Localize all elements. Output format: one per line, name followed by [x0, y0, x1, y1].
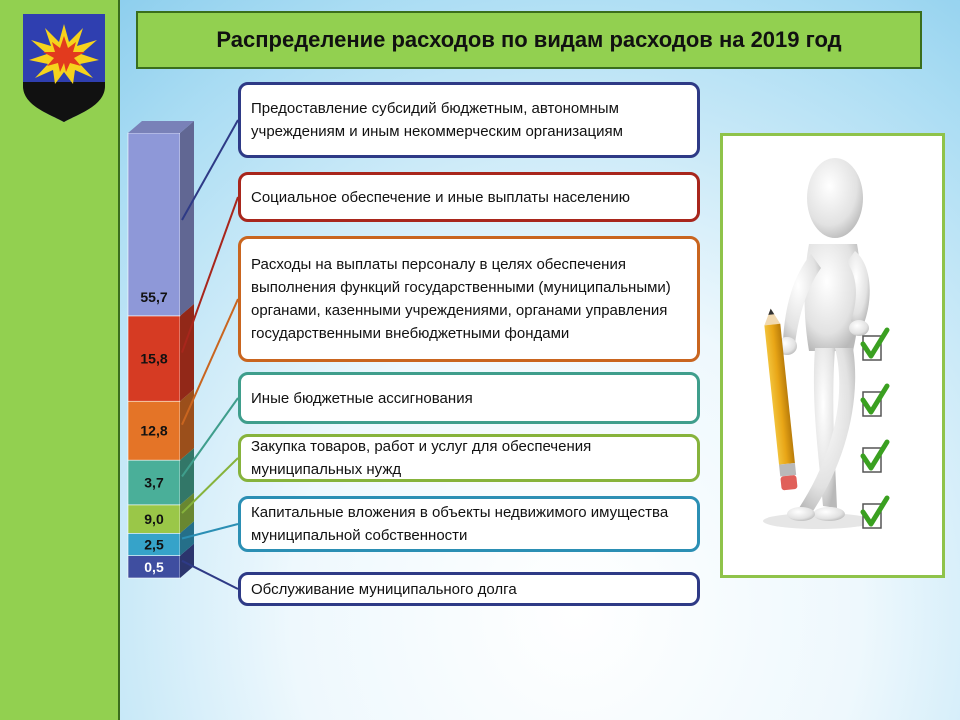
callout-box: [238, 572, 700, 606]
checkbox-icons: [863, 336, 881, 528]
callout-box: [238, 496, 700, 552]
callout-text: Обслуживание муниципального долга: [251, 580, 517, 598]
callout-box: [238, 82, 700, 158]
illustration-frame: [720, 133, 945, 578]
page-title: Распределение расходов по видам расходов на 2019 год: [216, 27, 842, 52]
bar-value-label: 9,0: [144, 511, 164, 528]
bar-value-label: 3,7: [144, 474, 164, 491]
callout-text: Социальное обеспечение и иные выплаты населению: [251, 188, 631, 206]
figure-with-pencil-icon: [723, 136, 942, 575]
callout-box: [238, 434, 700, 482]
callout-text: Капитальные вложения в объекты недвижимого имущества муниципальной собственности: [251, 504, 669, 544]
bar-value-label: 2,5: [144, 536, 164, 553]
callout-text: Предоставление субсидий бюджетным, автономным учреждениям и иным некоммерческим организациям: [251, 100, 623, 140]
callout-box: [238, 236, 700, 362]
callout-text: Закупка товаров, работ и услуг для обеспечения муниципальных нужд: [251, 438, 592, 478]
callout-box: [238, 172, 700, 222]
bar-value-label: 15,8: [140, 350, 168, 367]
callout-text: Иные бюджетные ассигнования: [251, 389, 473, 407]
callout-text: Расходы на выплаты персоналу в целях обеспечения выполнения функций государственными (муниципальными) органами, казенными учреждениями, органами управления государственными внебюджетными фондами: [251, 256, 671, 342]
bar-value-label: 55,7: [140, 288, 168, 305]
connector-line: [182, 561, 238, 589]
callout-box: [238, 372, 700, 424]
bar-value-label: 0,5: [144, 558, 164, 575]
bar-value-label: 12,8: [140, 422, 168, 439]
